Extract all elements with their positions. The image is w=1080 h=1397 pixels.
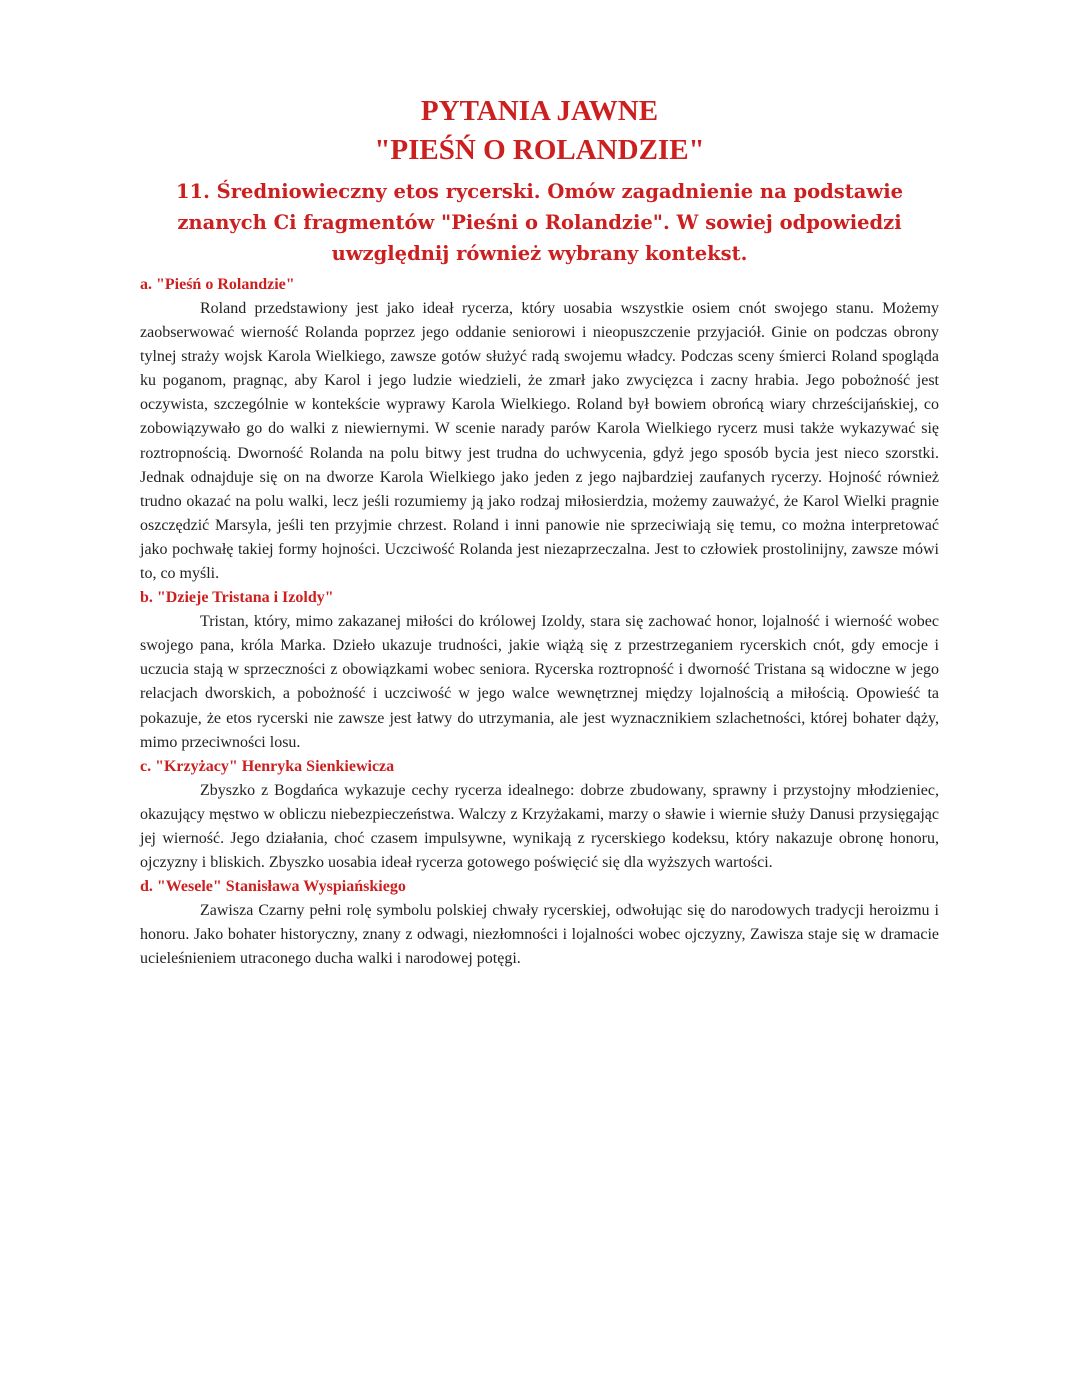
section-tristan [140, 586, 939, 755]
document-page [140, 92, 939, 971]
section-wesele [140, 875, 939, 971]
section-body: Roland przedstawiony jest jako ideał rycerza, który uosabia wszystkie osiem cnót swojego stanu. Możemy zaobserwować wierność Rolanda poprzez jego oddanie seniorowi i nieopuszczenie przyjaciół. Ginie on podczas obrony tylnej straży wojsk Karola Wielkiego, zawsze gotów służyć radą swojemu władcy. Podczas sceny śmierci Roland spogląda ku poganom, pragnąc, aby Karol i jego ludzie wiedzieli, że zmarł jako zwycięzca i zacny hrabia. Jego pobożność jest oczywista, szczególnie w kontekście wyprawy Karola Wielkiego. Roland był bowiem obrońcą wiary chrześcijańskiej, co zobowiązywało go do walki z niewiernymi. W scenie narady parów Karola Wielkiego rycerz musi także wykazywać się roztropnością. Dworność Rolanda na polu bitwy jest trudna do uchwycenia, gdyż jego sposób bycia jest nieco szorstki. Jednak odnajduje się on na dworze Karola Wielkiego jako jeden z jego najbardziej zaufanych rycerzy. Hojność również trudno okazać na polu walki, lecz jeśli rozumiemy ją jako rodzaj miłosierdzia, możemy zauważyć, że Karol Wielki pragnie oszczędzić Marsyla, jeśli ten przyjmie chrzest. Roland i inni panowie nie sprzeciwiają się temu, co można interpretować jako pochwałę takiej formy hojności. Uczciwość Rolanda jest niezaprzeczalna. Jest to człowiek prostolinijny, zawsze mówi to, co myśli. [140, 300, 939, 583]
section-heading: d. "Wesele" Stanisława Wyspiańskiego [140, 878, 406, 896]
document-subtitle: "PIEŚŃ O ROLANDZIE" [374, 134, 705, 166]
section-body: Tristan, który, mimo zakazanej miłości do królowej Izoldy, stara się zachować honor, lojalność i wierność wobec swojego pana, króla Marka. Dzieło ukazuje trudności, jakie wiążą się z przestrzeganiem rycerskich cnót, gdy emocje i uczucia stają w sprzeczności z obowiązkami wobec seniora. Rycerska roztropność i dworność Tristana są widoczne w jego relacjach dworskich, a pobożność i uczciwość w jego walce wewnętrznej między lojalnością a miłością. Opowieść ta pokazuje, że etos rycerski nie zawsze jest łatwy do utrzymania, ale jest wyznacznikiem szlachetności, której bohater dąży, mimo przeciwności losu. [140, 613, 939, 751]
section-heading: a. "Pieśń o Rolandzie" [140, 276, 295, 293]
section-krzyzacy [140, 755, 939, 875]
section-body: Zawisza Czarny pełni rolę symbolu polskiej chwały rycerskiej, odwołując się do narodowych tradycji heroizmu i honoru. Jako bohater historyczny, znany z odwagi, niezłomności i lojalności wobec ojczyzny, Zawisza staje się w dramacie ucieleśnieniem utraconego ducha walki i narodowej potęgi. [140, 902, 939, 968]
section-body: Zbyszko z Bogdańca wykazuje cechy rycerza idealnego: dobrze zbudowany, sprawny i przystojny młodzieniec, okazujący męstwo w obliczu niebezpieczeństwa. Walczy z Krzyżakami, marzy o sławie i wiernie służy Danusi przysięgając jej wierność. Jego działania, choć czasem impulsywne, wynikają z rycerskiego kodeksu, który nakazuje obronę honoru, ojczyzny i bliskich. Zbyszko uosabia ideał rycerza gotowego poświęcić się dla wyższych wartości. [140, 781, 939, 871]
section-roland [140, 273, 939, 586]
section-heading: c. "Krzyżacy" Henryka Sienkiewicza [140, 757, 395, 775]
document-title: PYTANIA JAWNE [420, 95, 659, 127]
section-heading: b. "Dzieje Tristana i Izoldy" [140, 589, 334, 607]
question-heading: 11. Średniowieczny etos rycerski. Omów zagadnienie na podstawie znanych Ci fragmentów "Pieśni o Rolandzie". W sowiej odpowiedzi uwzględnij również wybrany kontekst. [175, 180, 904, 265]
